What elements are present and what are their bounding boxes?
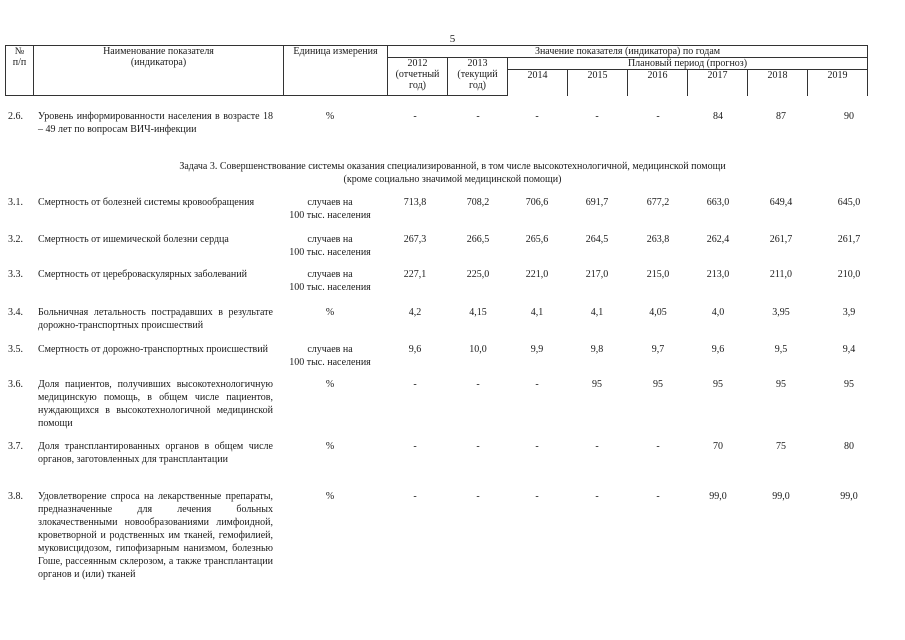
indicator-value: 264,5 [585,234,609,245]
indicator-value: - [413,441,417,452]
indicator-unit: случаев на 100 тыс. населения [289,269,371,293]
indicator-value: 265,6 [525,234,549,245]
row-number: 2.6. [8,111,23,122]
indicator-value: - [656,441,660,452]
indicator-value: 95 [592,379,602,390]
indicator-value: - [656,111,660,122]
row-number: 3.2. [8,234,23,245]
indicator-value: - [476,379,480,390]
indicator-value: 9,8 [590,344,604,355]
indicator-value: 4,0 [711,307,725,318]
indicator-value: 84 [713,111,723,122]
indicator-value: 87 [776,111,786,122]
indicator-value: - [535,441,539,452]
indicator-value: - [476,441,480,452]
row-number: 3.3. [8,269,23,280]
indicator-value: 649,4 [769,197,793,208]
indicator-value: 3,95 [772,307,790,318]
indicator-value: 263,8 [646,234,670,245]
indicator-value: - [595,491,599,502]
indicator-value: 9,9 [530,344,544,355]
indicator-value: 90 [844,111,854,122]
indicator-unit: % [325,307,335,318]
indicator-unit: случаев на 100 тыс. населения [289,234,371,258]
indicator-name: Доля пациентов, получивших высокотехнологичную медицинскую помощь, в общем числе пациентов, нуждающихся в высокотехнологичной медицинской помощи [38,379,273,429]
indicator-value: 99,0 [772,491,790,502]
indicator-value: - [535,111,539,122]
indicator-value: - [476,491,480,502]
indicator-value: 9,4 [842,344,856,355]
indicator-name: Смертность от цереброваскулярных заболеваний [38,269,247,280]
indicator-value: 261,7 [837,234,861,245]
indicator-unit: % [325,491,335,502]
indicator-value: 663,0 [706,197,730,208]
indicator-value: 4,15 [469,307,487,318]
header-name: Наименование показателя (индикатора) [34,46,284,96]
indicator-name: Доля трансплантированных органов в общем числе органов, заготовленных для трансплантации [38,441,273,465]
indicator-value: 9,6 [711,344,725,355]
indicator-value: 217,0 [585,269,609,280]
indicator-unit: % [325,441,335,452]
indicator-value: 4,05 [649,307,667,318]
indicator-value: 99,0 [709,491,727,502]
indicator-value: 691,7 [585,197,609,208]
indicator-value: 211,0 [769,269,793,280]
indicator-name: Больничная летальность пострадавших в результате дорожно-транспортных происшествий [38,307,273,331]
row-number: 3.4. [8,307,23,318]
indicator-value: 75 [776,441,786,452]
indicator-value: 267,3 [403,234,427,245]
indicator-value: 70 [713,441,723,452]
task-3-heading: Задача 3. Совершенствование системы оказания специализированной, в том числе высокотехнологичной, медицинской помощи (кроме социально значимой медицинской помощи) [179,161,726,185]
header-plan-period: Плановый период (прогноз) [508,58,868,70]
indicator-value: 225,0 [466,269,490,280]
indicator-value: - [595,441,599,452]
indicator-value: 210,0 [837,269,861,280]
row-number: 3.6. [8,379,23,390]
indicator-value: - [595,111,599,122]
indicator-unit: % [325,379,335,390]
indicator-unit: случаев на 100 тыс. населения [289,197,371,221]
header-year: 2014 [508,70,568,96]
header-year-2012: 2012 (отчетный год) [388,58,448,96]
indicator-value: 706,6 [525,197,549,208]
indicator-value: 95 [844,379,854,390]
row-number: 3.7. [8,441,23,452]
indicator-name: Удовлетворение спроса на лекарственные препараты, предназначенные для лечения больных злокачественными новообразованиями лимфоидной, кроветворной и родственных им тканей, гемофилией, муковисцидозом, гипофизарным нанизмом, болезнью Гоше, рассеянным склерозом, а также трансплантации органов и (или) тканей [38,491,273,580]
indicator-value: 95 [713,379,723,390]
indicator-name: Смертность от ишемической болезни сердца [38,234,229,245]
indicator-value: - [476,111,480,122]
table-header [5,45,868,96]
indicator-value: - [535,379,539,390]
indicator-value: 99,0 [840,491,858,502]
header-unit: Единица измерения [284,46,388,96]
indicator-name: Смертность от болезней системы кровообращения [38,197,255,208]
indicator-name: Уровень информированности населения в возрасте 18 – 49 лет по вопросам ВИЧ-инфекции [38,111,273,135]
indicator-value: 227,1 [403,269,427,280]
indicator-unit: % [325,111,335,122]
indicator-value: 262,4 [706,234,730,245]
indicator-value: 4,2 [408,307,422,318]
row-number: 3.8. [8,491,23,502]
indicator-unit: случаев на 100 тыс. населения [289,344,371,368]
indicator-value: 80 [844,441,854,452]
header-year: 2015 [568,70,628,96]
header-year: 2016 [628,70,688,96]
row-number: 3.5. [8,344,23,355]
indicator-value: - [413,111,417,122]
indicator-value: 266,5 [466,234,490,245]
indicator-value: 645,0 [837,197,861,208]
indicator-value: - [656,491,660,502]
header-year: 2019 [808,70,868,96]
indicator-value: 713,8 [403,197,427,208]
indicator-value: - [535,491,539,502]
header-num: № п/п [6,46,34,96]
indicator-value: 95 [776,379,786,390]
indicator-value: - [413,491,417,502]
indicator-value: 213,0 [706,269,730,280]
indicator-value: 261,7 [769,234,793,245]
header-year-2013: 2013 (текущий год) [448,58,508,96]
indicator-value: 9,7 [651,344,665,355]
header-year: 2017 [688,70,748,96]
indicator-value: 677,2 [646,197,670,208]
indicator-value: 215,0 [646,269,670,280]
indicator-value: 9,6 [408,344,422,355]
indicator-value: 10,0 [469,344,487,355]
page-number: 5 [449,33,456,45]
indicator-value: 95 [653,379,663,390]
indicator-value: - [413,379,417,390]
header-values-title: Значение показателя (индикатора) по годам [388,46,868,58]
indicator-value: 4,1 [590,307,604,318]
indicator-value: 221,0 [525,269,549,280]
indicator-name: Смертность от дорожно-транспортных происшествий [38,344,268,355]
indicator-value: 3,9 [842,307,856,318]
indicator-value: 708,2 [466,197,490,208]
row-number: 3.1. [8,197,23,208]
indicator-value: 4,1 [530,307,544,318]
header-year: 2018 [748,70,808,96]
indicator-value: 9,5 [774,344,788,355]
